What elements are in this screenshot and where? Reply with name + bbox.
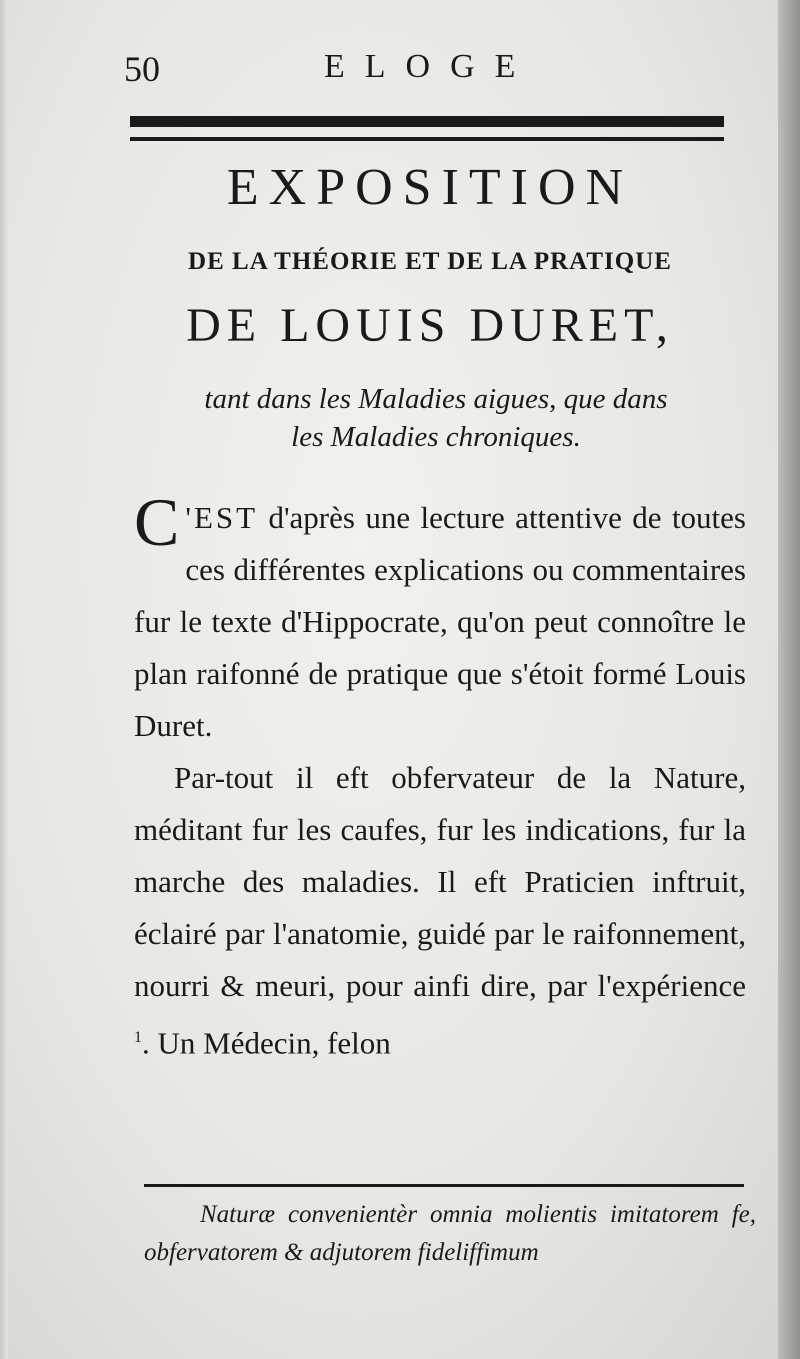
italic-line-2: les Maladies chroniques.	[291, 421, 581, 453]
header-rule-thin	[130, 137, 724, 141]
section-author-name: DE LOUIS DURET,	[186, 299, 674, 352]
section-subtitle: DE LA THÉORIE ET DE LA PRATIQUE	[188, 248, 672, 275]
paragraph-1	[134, 484, 746, 752]
footnote-rule	[144, 1184, 744, 1187]
footnote-text: Naturæ convenientèr omnia molientis imitatorem fe, obfervatorem & adjutorem fideliffimum	[144, 1201, 756, 1266]
running-header	[124, 48, 724, 90]
footnote	[144, 1196, 756, 1272]
italic-line-1: tant dans les Maladies aigues, que dans	[204, 383, 668, 415]
paragraph-1-smallcaps: 'EST	[185, 500, 259, 535]
paragraph-2-text: Par-tout il eft obfervateur de la Nature, méditant fur les caufes, fur les indications, fur la marche des maladies. Il eft Praticien inftruit, éclairé par l'anatomie, guidé par le raifonnement, nourri & meuri, pour ainfi dire, par l'expérience	[134, 760, 746, 1003]
page-right-edge	[778, 0, 800, 1359]
page-left-edge	[0, 0, 8, 1359]
drop-cap: C	[134, 484, 180, 560]
page-number: 50	[124, 49, 160, 89]
header-rule-thick	[130, 116, 724, 127]
paragraph-2-text-end: . Un Médecin, felon	[142, 1025, 391, 1061]
body-text	[134, 484, 746, 1069]
section-italic-subtitle	[136, 380, 736, 456]
paragraph-1-text: d'après une lecture attentive de toutes ces différentes explications ou commentaires fur le texte d'Hippocrate, qu'on peut connoître le plan raifonné de pratique que s'étoit formé Louis Duret.	[134, 500, 746, 743]
section-title: EXPOSITION	[226, 159, 634, 216]
paragraph-2	[134, 752, 746, 1069]
running-title: ELOGE	[324, 48, 536, 85]
footnote-reference: 1	[134, 1029, 142, 1046]
header-rule	[130, 116, 724, 146]
